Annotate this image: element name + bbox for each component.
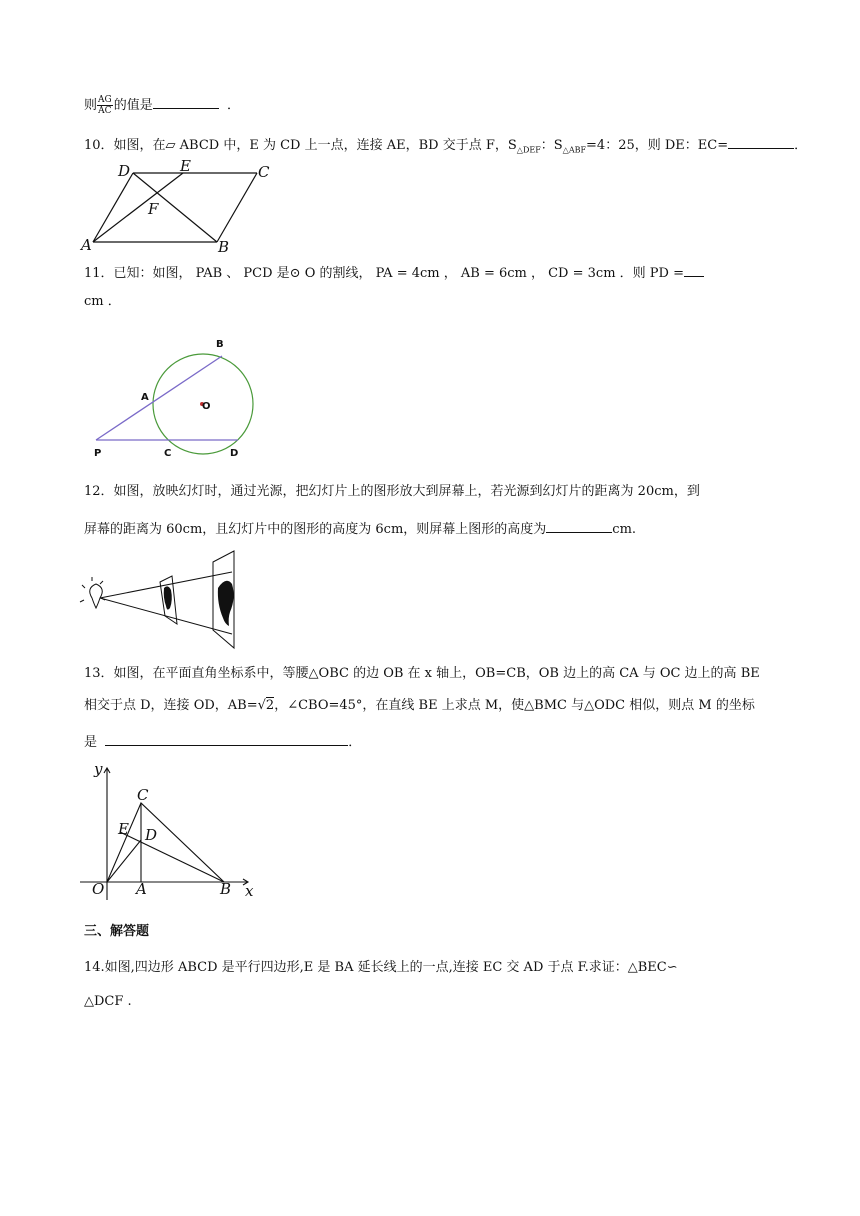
q11-line2 <box>84 292 121 312</box>
label-o: O <box>202 401 211 412</box>
label-d: D <box>230 448 239 459</box>
q9-end: ． <box>227 98 241 113</box>
q14-text-1: 14.如图,四边形 ABCD 是平行四边形,E 是 BA 延长线上的一点,连接 EC 交 AD 于点 F.求证：△BEC∽ <box>84 960 678 975</box>
label-c: C <box>137 786 149 804</box>
label-e: E <box>118 820 129 838</box>
label-b: B <box>218 238 230 256</box>
section-heading <box>84 922 149 942</box>
label-e: E <box>180 157 191 175</box>
q12-text-1: 12．如图，放映幻灯时，通过光源，把幻灯片上的图形放大到屏幕上，若光源到幻灯片的距离为 20cm，到 <box>84 484 700 499</box>
q12-projector-figure <box>82 548 267 653</box>
label-x: x <box>245 882 254 900</box>
q13-end: ． <box>348 735 362 750</box>
q9-prefix: 则 <box>84 98 98 113</box>
q13-line3 <box>84 731 361 753</box>
label-a: A <box>141 392 149 403</box>
q10-sub-abf: △ABF <box>562 145 587 155</box>
label-b: B <box>216 339 224 350</box>
q12-line2 <box>84 518 636 540</box>
q12-unit: cm. <box>612 522 637 537</box>
q11-unit: cm ． <box>84 294 121 309</box>
q11-circle-secant-figure <box>88 332 268 462</box>
label-y: y <box>94 760 103 778</box>
q9-line <box>84 94 240 116</box>
q10-sub-def: △DEF <box>516 145 541 155</box>
label-o: O <box>92 880 105 898</box>
q11-text: 11．已知：如图， PAB 、 PCD 是⊙ O 的割线， PA = 4cm ， AB = 6cm ， CD = 3cm ．则 PD = <box>84 266 684 281</box>
label-c: C <box>164 448 172 459</box>
label-c: C <box>258 163 270 181</box>
label-b: B <box>220 880 232 898</box>
label-f: F <box>148 200 159 218</box>
q10-text-c: =4：25，则 DE：EC= <box>586 138 729 153</box>
q13-coordinate-figure <box>78 760 263 902</box>
label-a: A <box>81 236 92 254</box>
q13-text-3a: 是 <box>84 735 98 750</box>
q13-text-1: 13．如图，在平面直角坐标系中，等腰△OBC 的边 OB 在 x 轴上，OB=CB，OB 边上的高 CA 与 OC 边上的高 BE <box>84 666 760 681</box>
fraction-denominator: AC <box>98 106 112 116</box>
sqrt-radicand: 2 <box>265 698 275 713</box>
answer-blank <box>105 731 348 746</box>
fraction-numerator: AG <box>98 95 112 105</box>
q10-parallelogram-figure <box>80 157 280 256</box>
q13-text-2a: 相交于点 D，连接 OD，AB= <box>84 698 258 713</box>
q10-end: ． <box>794 138 808 153</box>
q10-text-a: 10．如图，在▱ ABCD 中，E 为 CD 上一点，连接 AE，BD 交于点 F，S <box>84 138 517 153</box>
q12-line1 <box>84 482 700 502</box>
answer-blank <box>153 94 219 109</box>
q14-text-2: △DCF . <box>84 994 132 1009</box>
section-title: 三、解答题 <box>84 924 150 939</box>
q9-suffix: 的值是 <box>113 98 153 113</box>
q14-line2 <box>84 992 132 1012</box>
q13-text-2b: ，∠CBO=45°，在直线 BE 上求点 M，使△BMC 与△ODC 相似，则点 M 的坐标 <box>274 698 755 713</box>
answer-blank <box>546 518 612 533</box>
label-p: P <box>94 448 102 459</box>
sqrt-symbol: √ <box>257 698 266 713</box>
answer-blank <box>728 134 794 149</box>
q14-line1 <box>84 958 678 978</box>
label-a: A <box>136 880 147 898</box>
q11-line1 <box>84 262 704 284</box>
q10-text-b: ：S <box>540 138 563 153</box>
label-d: D <box>118 162 131 180</box>
label-d: D <box>145 826 158 844</box>
q13-line1 <box>84 664 760 684</box>
q12-text-2: 屏幕的距离为 60cm，且幻灯片中的图形的高度为 6cm，则屏幕上图形的高度为 <box>84 522 547 537</box>
answer-blank <box>684 262 704 277</box>
q10-text <box>84 134 807 161</box>
q13-line2 <box>84 696 755 716</box>
fraction-ag-ac <box>97 95 113 116</box>
